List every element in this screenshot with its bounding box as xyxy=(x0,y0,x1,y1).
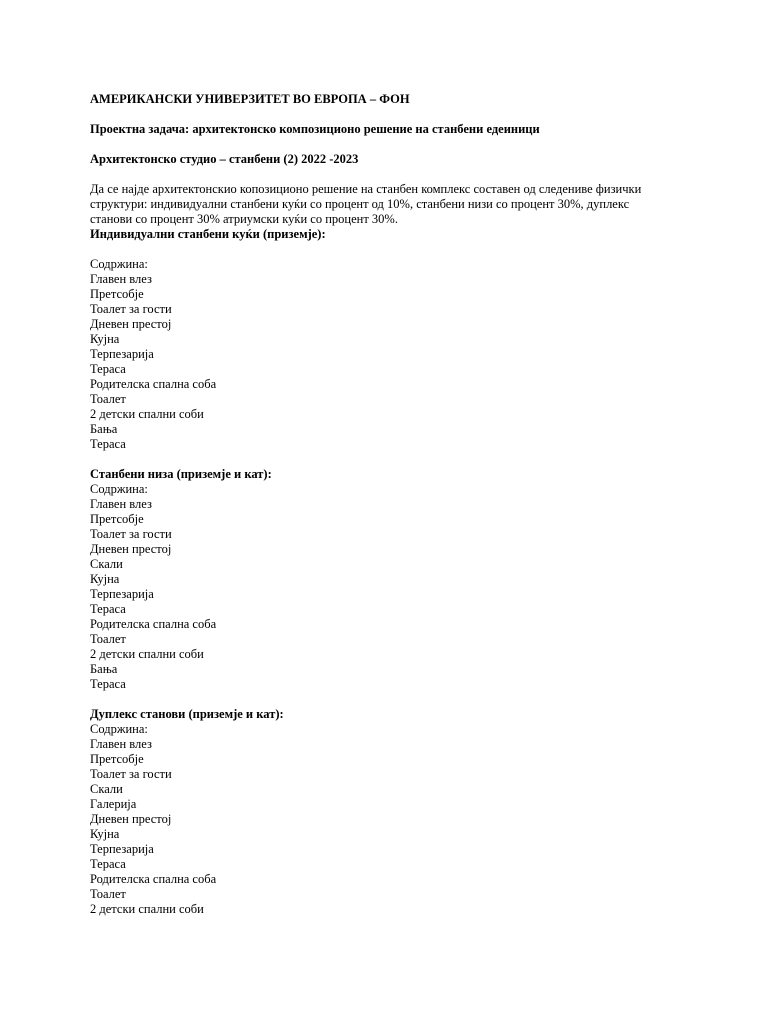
section-item: Родителска спална соба xyxy=(90,377,217,391)
section-item: Тераса xyxy=(90,857,126,871)
section-item: Тераса xyxy=(90,437,126,451)
document-page xyxy=(90,92,690,917)
section-title: Индивидуални станбени куќи (приземје): xyxy=(90,227,326,241)
section-item: Тоалет xyxy=(90,632,126,646)
section-item: Претсобје xyxy=(90,752,144,766)
section-item: 2 детски спални соби xyxy=(90,902,204,916)
section-item: Терпезарија xyxy=(90,587,154,601)
section-spacer xyxy=(90,692,690,707)
section-item: Тоалет за гости xyxy=(90,302,172,316)
section xyxy=(90,467,690,692)
section xyxy=(90,707,690,917)
section-item: Бања xyxy=(90,422,118,436)
section-item: Тераса xyxy=(90,677,126,691)
section-item: 2 детски спални соби xyxy=(90,407,204,421)
section-item: Кујна xyxy=(90,827,120,841)
section-item: Главен влез xyxy=(90,272,152,286)
section-item: Дневен престој xyxy=(90,542,172,556)
section-item: Родителска спална соба xyxy=(90,872,217,886)
section-item: Тоалет за гости xyxy=(90,767,172,781)
section-item: Дневен престој xyxy=(90,812,172,826)
section-item: Скали xyxy=(90,782,123,796)
section-item: Главен влез xyxy=(90,497,152,511)
section-item: Тоалет xyxy=(90,887,126,901)
section-item: Тоалет за гости xyxy=(90,527,172,541)
section-item: Содржина: xyxy=(90,482,148,496)
intro-line: станови со процент 30% атриумски куќи со процент 30%. xyxy=(90,212,398,226)
section-item: Тераса xyxy=(90,602,126,616)
section-spacer xyxy=(90,452,690,467)
section-item: Кујна xyxy=(90,572,120,586)
project-task-title: Проектна задача: архитектонско композиционо решение на станбени едеиници xyxy=(90,122,540,136)
section-title: Дуплекс станови (приземје и кат): xyxy=(90,707,284,721)
section-item: Терпезарија xyxy=(90,347,154,361)
section-item: Кујна xyxy=(90,332,120,346)
section-item: Содржина: xyxy=(90,257,148,271)
studio-title: Архитектонско студио – станбени (2) 2022 -2023 xyxy=(90,152,359,166)
section-item: Главен влез xyxy=(90,737,152,751)
intro-paragraph xyxy=(90,182,690,227)
section-item: Тоалет xyxy=(90,392,126,406)
section-item: Содржина: xyxy=(90,722,148,736)
university-title: АМЕРИКАНСКИ УНИВЕРЗИТЕТ ВО ЕВРОПА – ФОН xyxy=(90,92,410,106)
section-item: Скали xyxy=(90,557,123,571)
section-item: Бања xyxy=(90,662,118,676)
section-item: Галерија xyxy=(90,797,137,811)
section-item: Родителска спална соба xyxy=(90,617,217,631)
intro-line: структури: индивидуални станбени куќи со процент од 10%, станбени низи со процент 30%, дуплекс xyxy=(90,197,630,211)
sections-container xyxy=(90,227,690,917)
section-item xyxy=(90,242,690,257)
section-item: Претсобје xyxy=(90,287,144,301)
section-item: 2 детски спални соби xyxy=(90,647,204,661)
section-title: Станбени низа (приземје и кат): xyxy=(90,467,272,481)
section-item: Претсобје xyxy=(90,512,144,526)
section-item: Дневен престој xyxy=(90,317,172,331)
section-item: Терпезарија xyxy=(90,842,154,856)
section-item: Тераса xyxy=(90,362,126,376)
intro-line: Да се најде архитектонскио копозиционо решение на станбен комплекс составен од следениве физички xyxy=(90,182,642,196)
section xyxy=(90,227,690,452)
